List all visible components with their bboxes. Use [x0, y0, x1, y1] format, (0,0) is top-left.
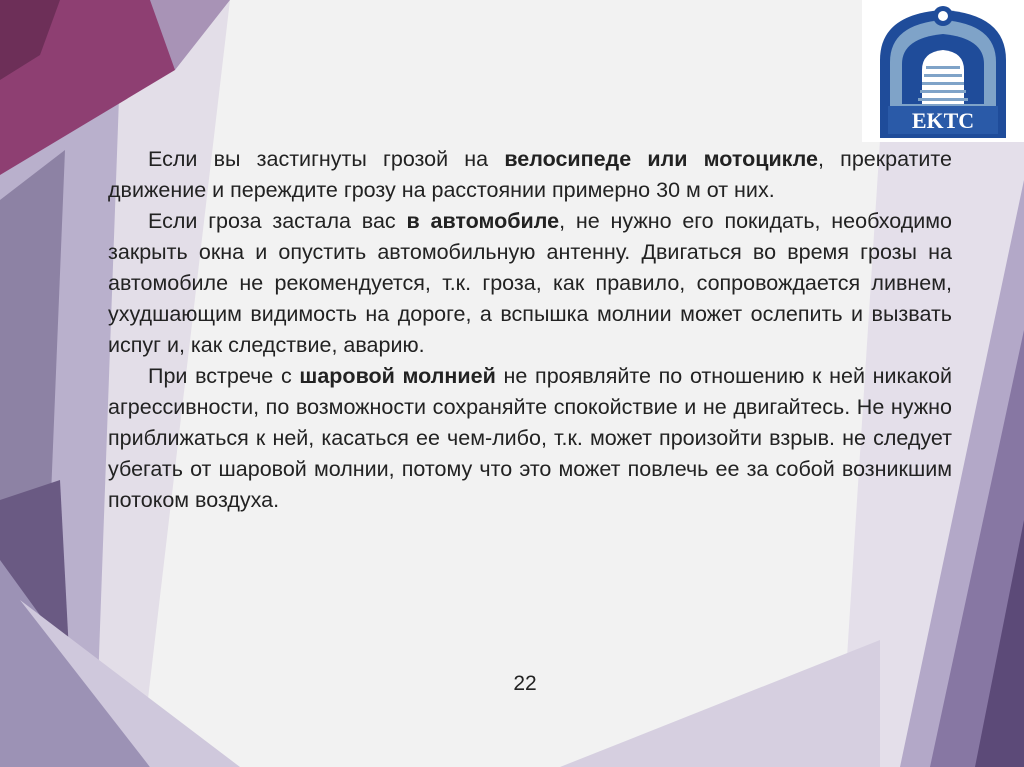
- paragraph: [108, 144, 952, 206]
- bg-shape-bottom-lilac: [560, 640, 880, 767]
- ektc-logo-text: EKTC: [911, 108, 975, 133]
- paragraph-text: Если гроза застала вас: [148, 209, 407, 233]
- page-number: 22: [513, 672, 537, 695]
- ektc-logo-graphic: [862, 0, 1024, 142]
- body-text: [108, 144, 952, 516]
- paragraph: [108, 206, 952, 361]
- paragraph-text: При встрече с: [148, 364, 300, 388]
- ektc-logo: [862, 0, 1024, 142]
- paragraph-text: , прекратите движение и переждите грозу на расстоянии примерно 30 м от них.: [108, 147, 952, 202]
- paragraph-text: Если вы застигнуты грозой на: [148, 147, 505, 171]
- paragraph-bold-text: в автомобиле: [406, 209, 560, 233]
- paragraph: [108, 361, 952, 516]
- paragraph-bold-text: велосипеде или мотоцикле: [504, 147, 819, 171]
- paragraph-bold-text: шаровой молнией: [299, 364, 496, 388]
- paragraph-text: , не нужно его покидать, необходимо закрыть окна и опустить автомобильную антенну. Двигаться во время грозы на автомобиле не рекомендуется, т.к. гроза, как правило, сопровождается ливнем, ухудшающим видимость на дороге, а вспышка молнии может ослепить и вызвать испуг и, как следствие, аварию.: [108, 209, 952, 357]
- paragraph-text: не проявляйте по отношению к ней никакой агрессивности, по возможности сохраняйте спокойствие и не двигайтесь. Не нужно приближаться к ней, касаться ее чем-либо, т.к. может произойти взрыв. не следует убегать от шаровой молнии, потому что это может повлечь ее за собой возникшим потоком воздуха.: [108, 364, 953, 512]
